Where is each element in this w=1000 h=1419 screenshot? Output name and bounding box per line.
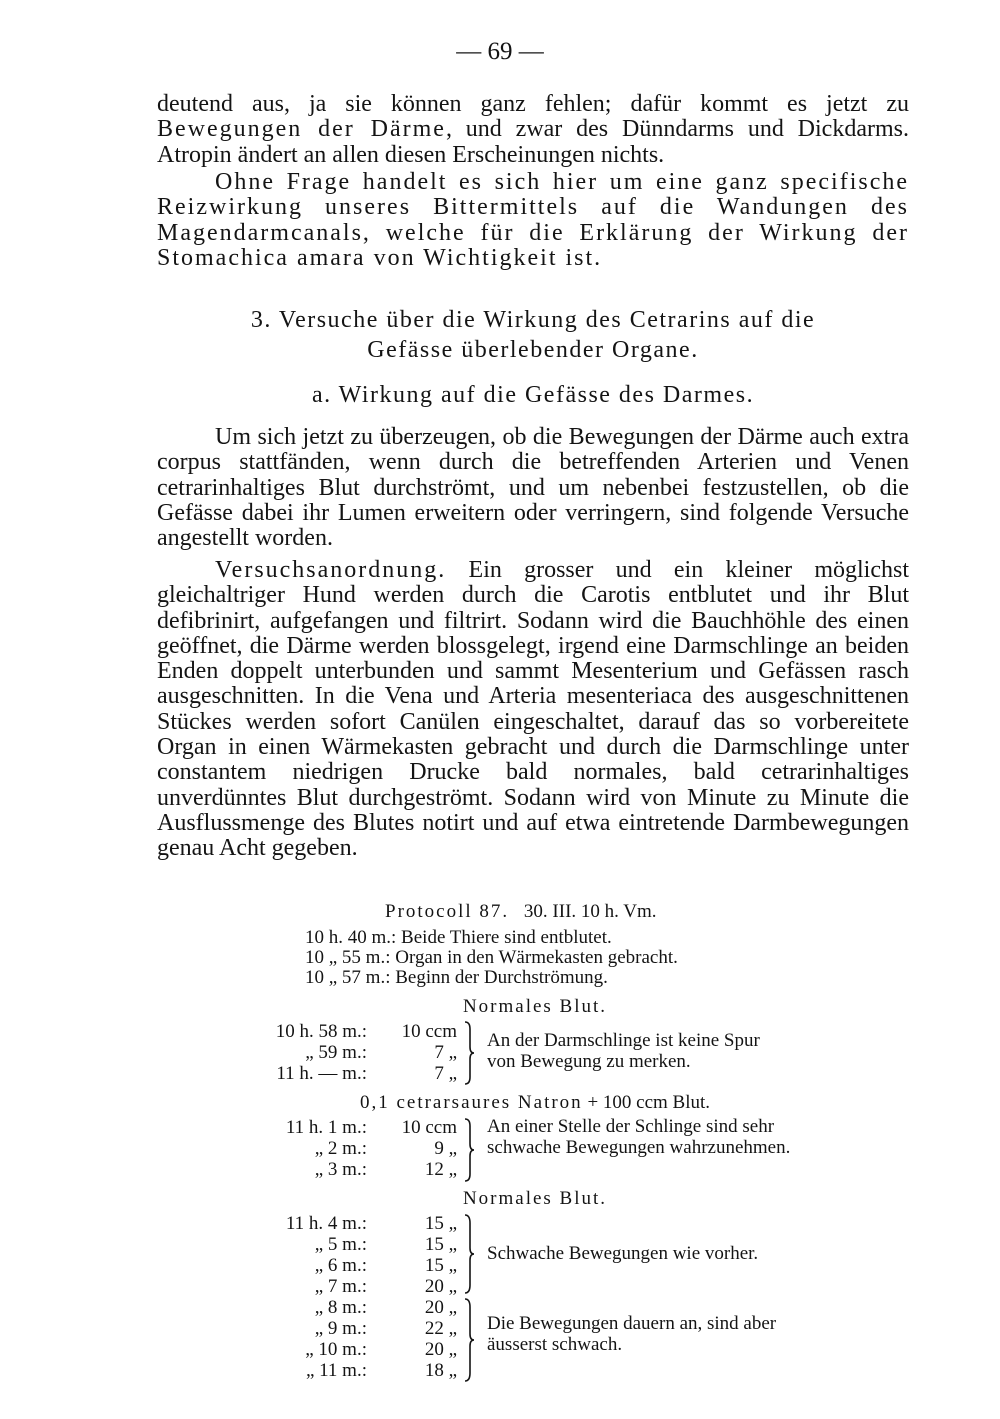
row-time: „ 9 m.: xyxy=(314,1318,367,1339)
label-normal-2: Normales Blut. xyxy=(462,1188,608,1209)
row-value: 15 „ xyxy=(424,1234,457,1255)
label-drug-rest: + 100 ccm Blut. xyxy=(582,1092,711,1113)
row-value: 18 „ xyxy=(424,1360,457,1381)
row-value: 7 „ xyxy=(434,1063,457,1084)
paragraph-lead: Versuchsanordnung. xyxy=(215,557,447,583)
protocol-title-lead: Protocoll 87. xyxy=(385,901,510,922)
paragraph-3 xyxy=(157,425,909,551)
protocol-title xyxy=(385,902,657,922)
section-heading-line1: 3. Versuche über die Wirkung des Cetrarins auf die xyxy=(250,307,816,333)
row-value: 9 „ xyxy=(434,1138,457,1159)
note-drug: An einer Stelle der Schlinge sind sehr schwache Bewegungen wahrzunehmen. xyxy=(487,1116,791,1158)
paragraph-rest: Ein grosser und ein kleiner möglichst gleichaltriger Hund werden durch die Carotis entblutet und ihr Blut defibrinirt, aufgefangen und filtrirt. Sodann wird die Bauchhöhle des einen geöffnet, die Därme werden blossgelegt, irgend eine Darmschlinge an beiden Enden doppelt unterbunden und sammt Mesenterium und Gefässen rasch ausgeschnitten. In die Vena und Arteria mesenteriaca des ausgeschnittenen Stückes werden sofort Canülen eingeschaltet, darauf das so vorbereitete Organ in einen Wärmekasten gebracht und durch die Darmschlinge unter constantem niedrigen Drucke bald normales, bald cetrarinhaltiges unverdünntes Blut durchgeströmt. Sodann wird von Minute zu Minute die Ausflussmenge des Blutes notirt und auf etwa eintretende Darmbewegungen genau Acht gegeben. xyxy=(157,557,909,862)
row-value: 12 „ xyxy=(424,1159,457,1180)
prelim-line: 10 h. 40 m.: Beide Thiere sind entblutet. xyxy=(305,927,612,948)
row-time: 10 h. 58 m.: xyxy=(275,1021,367,1042)
row-time: 11 h. 1 m.: xyxy=(285,1117,367,1138)
brace-icon xyxy=(463,1214,475,1294)
section-heading-line2: Gefässe überlebender Organe. xyxy=(367,337,699,363)
note-normal-1: An der Darmschlinge ist keine Spur von Bewegung zu merken. xyxy=(487,1030,760,1072)
row-time: „ 6 m.: xyxy=(314,1255,367,1276)
row-time: „ 5 m.: xyxy=(314,1234,367,1255)
row-value: 20 „ xyxy=(424,1339,457,1360)
section-heading xyxy=(157,305,909,365)
row-value: 10 ccm xyxy=(401,1021,457,1042)
label-drug xyxy=(0,1092,1000,1114)
row-value: 15 „ xyxy=(424,1213,457,1234)
row-time: „ 3 m.: xyxy=(314,1159,367,1180)
row-time: „ 7 m.: xyxy=(314,1276,367,1297)
paragraph-text: Ohne Frage handelt es sich hier um eine ganz specifische Reizwirkung unseres Bittermittels auf die Wandungen des Magendarmcanals, welche für die Erklärung der Wirkung der Stomachica amara von Wichtigkeit ist. xyxy=(157,169,909,271)
label-drug-lead: 0,1 cetrarsaures Natron xyxy=(359,1092,583,1113)
row-time: „ 2 m.: xyxy=(314,1138,367,1159)
note-normal-2b: Die Bewegungen dauern an, sind aber äusserst schwach. xyxy=(487,1313,777,1355)
protocol-title-rest: 30. III. 10 h. Vm. xyxy=(523,901,657,922)
brace-icon xyxy=(463,1021,475,1085)
row-value: 20 „ xyxy=(424,1276,457,1297)
prelim-line: 10 „ 55 m.: Organ in den Wärmekasten gebracht. xyxy=(305,947,678,968)
subheading: a. Wirkung auf die Gefässe des Darmes. xyxy=(311,382,755,408)
row-time: 11 h. — m.: xyxy=(276,1063,367,1084)
paragraph-text xyxy=(157,558,909,862)
brace-icon xyxy=(463,1118,475,1182)
paragraph-1 xyxy=(157,92,909,168)
row-time: 11 h. 4 m.: xyxy=(285,1213,367,1234)
paragraph-2 xyxy=(157,170,909,271)
row-time: „ 11 m.: xyxy=(305,1360,367,1381)
paragraph-text: Um sich jetzt zu überzeugen, ob die Bewegungen der Därme auch extra corpus stattfänden, wenn durch die betreffenden Arterien und Venen cetrarinhaltiges Blut durchströmt, und um nebenbei festzustellen, ob die Gefässe dabei ihr Lumen erweitern oder verringern, sind folgende Versuche angestellt worden. xyxy=(157,424,909,552)
row-value: 22 „ xyxy=(424,1318,457,1339)
note-normal-2a: Schwache Bewegungen wie vorher. xyxy=(487,1243,759,1264)
prelim-line: 10 „ 57 m.: Beginn der Durchströmung. xyxy=(305,967,608,988)
brace-icon xyxy=(463,1298,475,1382)
paragraph-4 xyxy=(157,558,909,862)
row-value: 20 „ xyxy=(424,1297,457,1318)
row-time: „ 59 m.: xyxy=(305,1042,367,1063)
paragraph-text: deutend aus, ja sie können ganz fehlen; dafür kommt es jetzt zu Bewegungen der Därme, und zwar des Dünndarms und Dickdarms. Atropin ändert an allen diesen Erscheinungen nichts. xyxy=(157,91,909,168)
row-value: 10 ccm xyxy=(401,1117,457,1138)
page-number: — 69 — xyxy=(456,38,544,65)
row-value: 7 „ xyxy=(434,1042,457,1063)
row-value: 15 „ xyxy=(424,1255,457,1276)
row-time: „ 8 m.: xyxy=(314,1297,367,1318)
protocol-prelim xyxy=(305,928,678,988)
row-time: „ 10 m.: xyxy=(305,1339,367,1360)
label-normal-1: Normales Blut. xyxy=(462,996,608,1017)
